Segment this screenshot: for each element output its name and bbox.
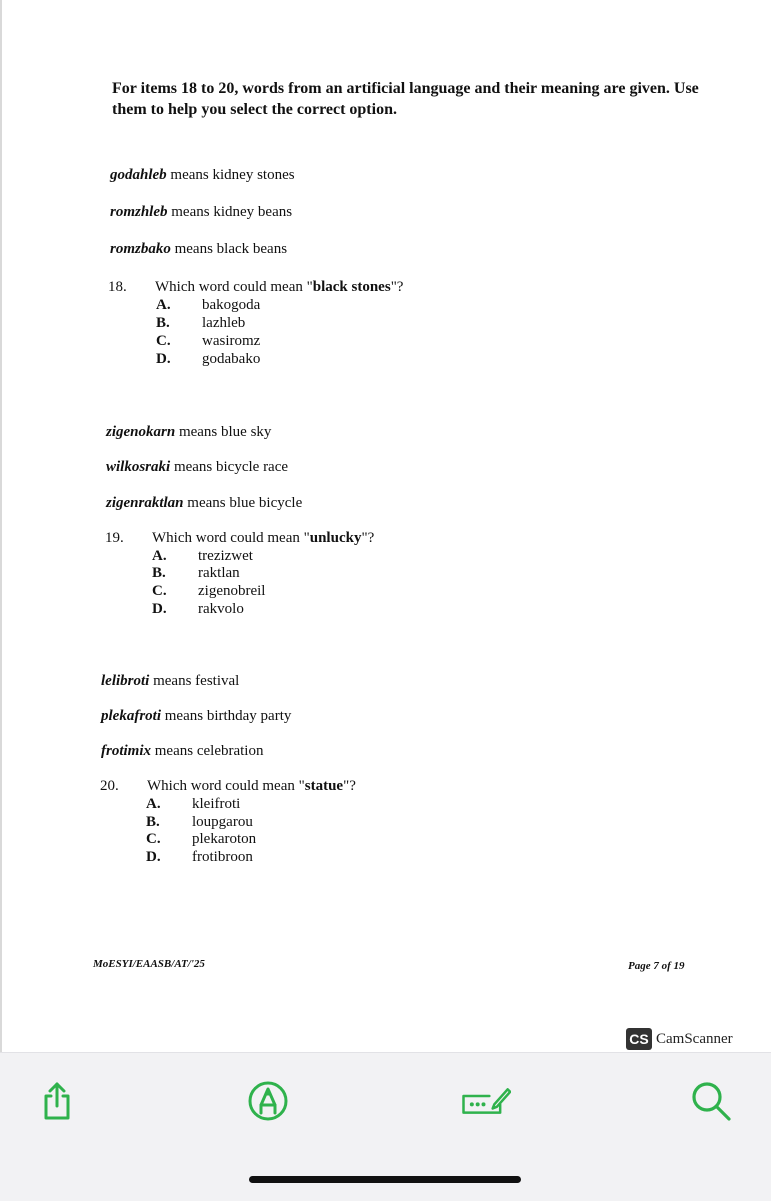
- page-edge: [0, 0, 2, 1052]
- question-number: 18.: [108, 279, 127, 295]
- definition-meaning: means blue sky: [175, 424, 272, 440]
- option-b: [156, 314, 245, 332]
- stem-key-phrase: statue: [304, 778, 344, 794]
- definition-line: [110, 240, 287, 258]
- form-fill-button[interactable]: [461, 1076, 511, 1126]
- option-text: raktlan: [198, 565, 240, 581]
- option-letter: C.: [156, 333, 171, 349]
- option-c: [152, 582, 265, 600]
- question-number: 19.: [105, 530, 124, 546]
- camscanner-label: CamScanner: [656, 1030, 733, 1047]
- definition-line: [106, 494, 302, 512]
- stem-key-phrase: black stones: [312, 279, 391, 295]
- option-letter: C.: [146, 831, 161, 847]
- share-icon: [39, 1081, 75, 1121]
- search-icon: [689, 1079, 733, 1123]
- definition-word: lelibroti: [101, 673, 150, 689]
- option-d: [146, 848, 253, 866]
- definition-line: [110, 203, 292, 221]
- camscanner-watermark: [626, 1028, 733, 1050]
- stem-text: "?: [390, 279, 404, 295]
- page-number: Page 7 of 19: [628, 960, 685, 972]
- option-b: [152, 564, 240, 582]
- stem-text: Which word could mean ": [155, 279, 313, 295]
- stem-text: Which word could mean ": [152, 530, 310, 546]
- option-text: loupgarou: [192, 814, 253, 830]
- question-number: 20.: [100, 778, 119, 794]
- definition-meaning: means black beans: [170, 241, 288, 257]
- stem-text: "?: [361, 530, 375, 546]
- definition-line: [106, 458, 288, 476]
- definition-meaning: means birthday party: [161, 708, 292, 724]
- option-text: zigenobreil: [198, 583, 266, 599]
- question-18: [108, 278, 403, 296]
- document-code: MoESYI/EAASB/AT/'25: [93, 958, 205, 970]
- question-20: [100, 777, 356, 795]
- option-letter: A.: [156, 297, 171, 313]
- definition-word: plekafroti: [101, 708, 161, 724]
- option-letter: A.: [146, 796, 161, 812]
- option-text: bakogoda: [202, 297, 261, 313]
- option-c: [146, 830, 256, 848]
- option-text: kleifroti: [192, 796, 241, 812]
- option-d: [156, 350, 260, 368]
- option-text: rakvolo: [198, 601, 244, 617]
- question-19: [105, 529, 374, 547]
- form-fill-icon: [461, 1081, 511, 1121]
- definition-line: [101, 707, 291, 725]
- definition-meaning: means celebration: [151, 743, 264, 759]
- option-text: lazhleb: [202, 315, 246, 331]
- camscanner-logo-icon: CS: [626, 1028, 652, 1050]
- option-letter: B.: [152, 565, 166, 581]
- definition-word: romzhleb: [110, 204, 168, 220]
- option-a: [152, 547, 253, 565]
- option-letter: C.: [152, 583, 167, 599]
- option-a: [146, 795, 240, 813]
- option-b: [146, 813, 253, 831]
- option-letter: B.: [156, 315, 170, 331]
- definition-line: [110, 166, 295, 184]
- definition-line: [106, 423, 271, 441]
- option-letter: D.: [152, 601, 167, 617]
- markup-icon: [247, 1080, 289, 1122]
- definition-word: godahleb: [110, 167, 167, 183]
- definition-meaning: means kidney stones: [166, 167, 295, 183]
- option-text: frotibroon: [192, 849, 253, 865]
- definition-meaning: means kidney beans: [167, 204, 293, 220]
- share-button[interactable]: [32, 1076, 82, 1126]
- markup-button[interactable]: [243, 1076, 293, 1126]
- option-d: [152, 600, 244, 618]
- option-letter: D.: [146, 849, 161, 865]
- option-text: trezizwet: [198, 548, 253, 564]
- definition-word: zigenokarn: [106, 424, 176, 440]
- definition-line: [101, 672, 239, 690]
- option-letter: B.: [146, 814, 160, 830]
- definition-word: frotimix: [101, 743, 152, 759]
- question-stem: [152, 530, 374, 546]
- option-text: godabako: [202, 351, 261, 367]
- definition-meaning: means blue bicycle: [183, 495, 303, 511]
- option-c: [156, 332, 260, 350]
- stem-key-phrase: unlucky: [309, 530, 362, 546]
- definition-word: wilkosraki: [106, 459, 171, 475]
- option-a: [156, 296, 260, 314]
- instructions: For items 18 to 20, words from an artificial language and their meaning are given. Use them to help you select the correct option.: [112, 80, 699, 118]
- definition-meaning: means bicycle race: [170, 459, 289, 475]
- stem-text: "?: [343, 778, 356, 794]
- question-stem: [155, 279, 403, 295]
- home-indicator[interactable]: [249, 1176, 521, 1183]
- option-text: wasiromz: [202, 333, 261, 349]
- option-text: plekaroton: [192, 831, 257, 847]
- definition-word: zigenraktlan: [106, 495, 184, 511]
- definition-meaning: means festival: [149, 673, 240, 689]
- definition-line: [101, 742, 263, 760]
- question-stem: [147, 778, 356, 794]
- option-letter: A.: [152, 548, 167, 564]
- option-letter: D.: [156, 351, 171, 367]
- definition-word: romzbako: [110, 241, 171, 257]
- search-button[interactable]: [686, 1076, 736, 1126]
- stem-text: Which word could mean ": [147, 778, 305, 794]
